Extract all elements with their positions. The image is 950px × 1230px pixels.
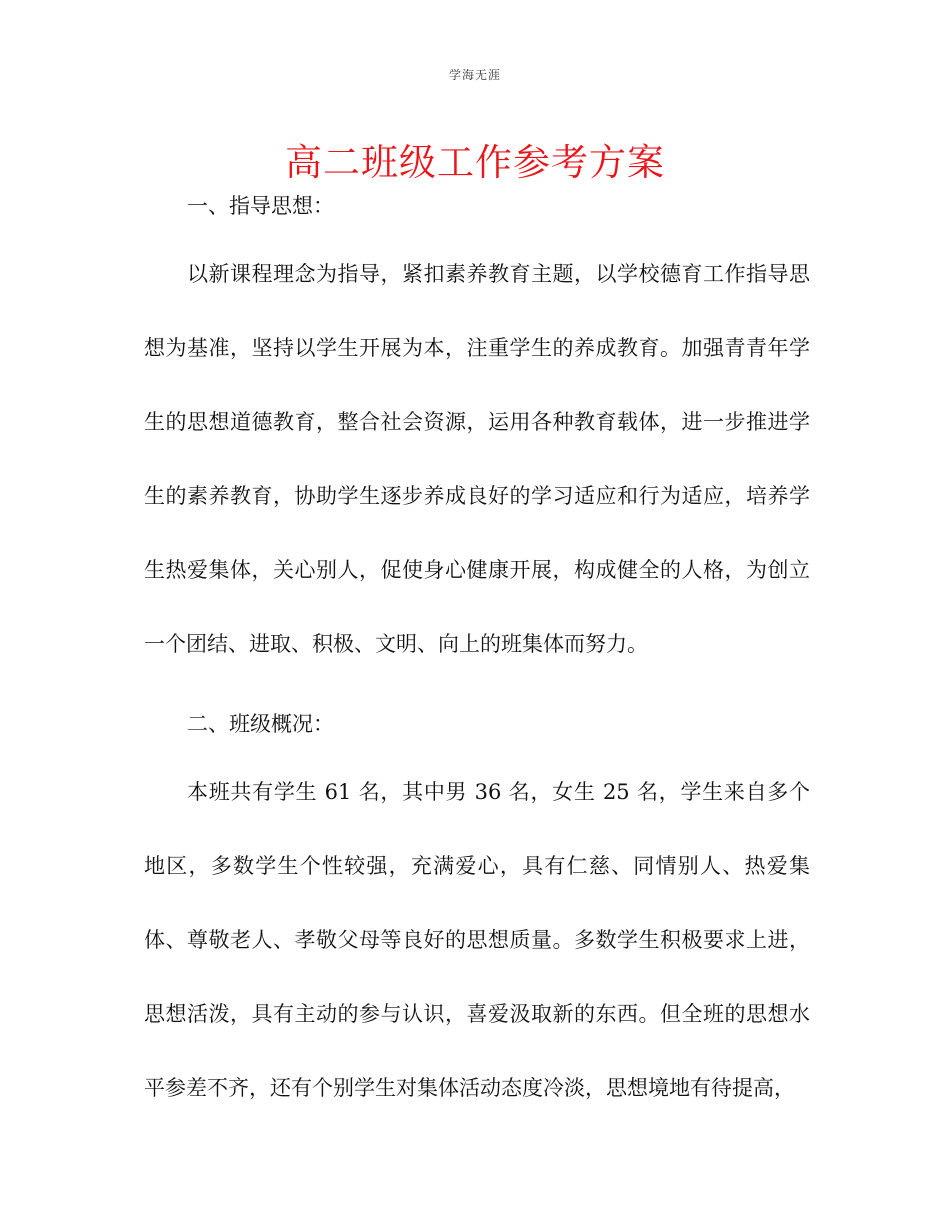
section-paragraph-guiding-thought: 以新课程理念为指导，紧扣素养教育主题，以学校德育工作指导思想为基准，坚持以学生开展为本，注重学生的养成教育。加强青青年学生的思想道德教育，整合社会资源，运用各种教育载体，进一步推进学生的素养教育，协助学生逐步养成良好的学习适应和行为适应，培养学生热爱集体，关心别人，促使身心健康开展，构成健全的人格，为创立一个团结、进取、积极、文明、向上的班集体而努力。 [144,262,810,656]
section-paragraph-class-overview: 本班共有学生 61 名，其中男 36 名，女生 25 名，学生来自多个地区，多数学生个性较强，充满爱心，具有仁慈、同情别人、热爱集体、尊敬老人、孝敬父母等良好的思想质量。多数学生积极要求上进，思想活泼，具有主动的参与认识，喜爱汲取新的东西。但全班的思想水平参差不齐，还有个别学生对集体活动态度冷淡，思想境地有待提高， [144,780,810,1100]
document-title: 高二班级工作参考方案 [285,141,665,184]
page-header: 学海无涯 [448,68,501,82]
section-heading-guiding-thought: 一、指导思想： [187,194,334,218]
section-heading-class-overview: 二、班级概况： [187,712,334,736]
document-body [144,194,810,1125]
